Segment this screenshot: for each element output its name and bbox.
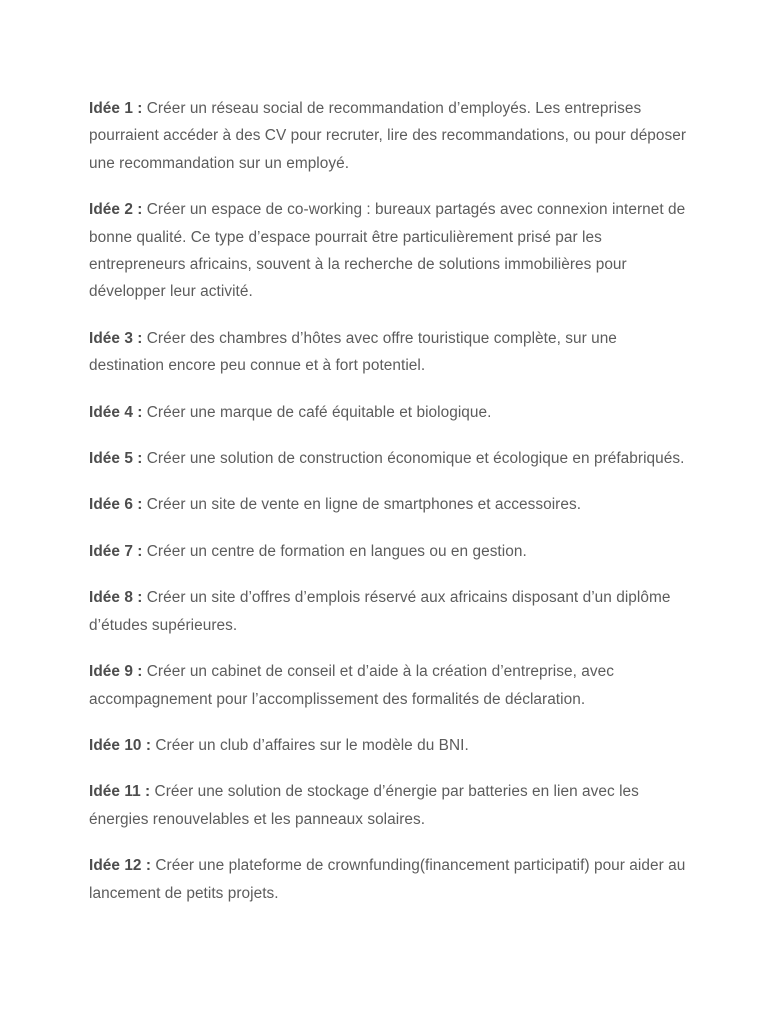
idea-text: Créer un cabinet de conseil et d’aide à la création d’entreprise, avec accompagnement pour l’accomplissement des formalités de déclaration. [89, 663, 614, 708]
idea-paragraph-4 [89, 399, 689, 426]
idea-label: Idée 12 : [89, 857, 152, 875]
idea-label: Idée 10 : [89, 736, 152, 754]
idea-paragraph-5 [89, 445, 689, 472]
ideas-list [89, 95, 689, 926]
idea-paragraph-9 [89, 658, 689, 713]
idea-paragraph-8 [89, 584, 689, 639]
idea-paragraph-2 [89, 196, 689, 306]
idea-paragraph-12 [89, 852, 689, 907]
idea-label: Idée 2 : [89, 201, 143, 219]
idea-label: Idée 9 : [89, 663, 143, 681]
idea-paragraph-6 [89, 491, 689, 518]
idea-label: Idée 11 : [89, 783, 151, 801]
idea-text: Créer un espace de co-working : bureaux partagés avec connexion internet de bonne qualité. Ce type d’espace pourrait être particulièrement prisé par les entrepreneurs africains, souvent à la recherche de solutions immobilières pour développer leur activité. [89, 201, 686, 301]
idea-paragraph-3 [89, 325, 689, 380]
idea-text: Créer un site de vente en ligne de smartphones et accessoires. [146, 496, 582, 514]
idea-label: Idée 4 : [89, 403, 143, 421]
idea-text: Créer des chambres d’hôtes avec offre touristique complète, sur une destination encore peu connue et à fort potentiel. [89, 329, 617, 375]
idea-paragraph-11 [89, 778, 689, 833]
idea-text: Créer un club d’affaires sur le modèle du BNI. [155, 736, 469, 754]
idea-paragraph-7 [89, 538, 689, 565]
idea-label: Idée 3 : [89, 329, 143, 347]
idea-text: Créer une solution de construction économique et écologique en préfabriqués. [146, 450, 685, 468]
idea-label: Idée 1 : [89, 100, 143, 117]
idea-text: Créer une plateforme de crownfunding(financement participatif) pour aider au lancement de petits projets. [89, 857, 686, 902]
idea-label: Idée 5 : [89, 450, 143, 468]
idea-text: Créer un réseau social de recommandation d’employés. Les entreprises pourraient accéder à des CV pour recruter, lire des recommandations, ou pour déposer une recommandation sur un employé. [89, 100, 687, 172]
idea-paragraph-10 [89, 732, 689, 759]
idea-text: Créer une marque de café équitable et biologique. [146, 403, 492, 421]
idea-label: Idée 8 : [89, 589, 143, 607]
idea-text: Créer une solution de stockage d’énergie par batteries en lien avec les énergies renouvelables et les panneaux solaires. [89, 783, 639, 828]
idea-text: Créer un site d’offres d’emplois réservé aux africains disposant d’un diplôme d’études supérieures. [89, 589, 671, 634]
idea-label: Idée 7 : [89, 542, 143, 560]
idea-label: Idée 6 : [89, 496, 143, 514]
idea-paragraph-1 [89, 95, 689, 177]
idea-text: Créer un centre de formation en langues ou en gestion. [146, 542, 527, 560]
